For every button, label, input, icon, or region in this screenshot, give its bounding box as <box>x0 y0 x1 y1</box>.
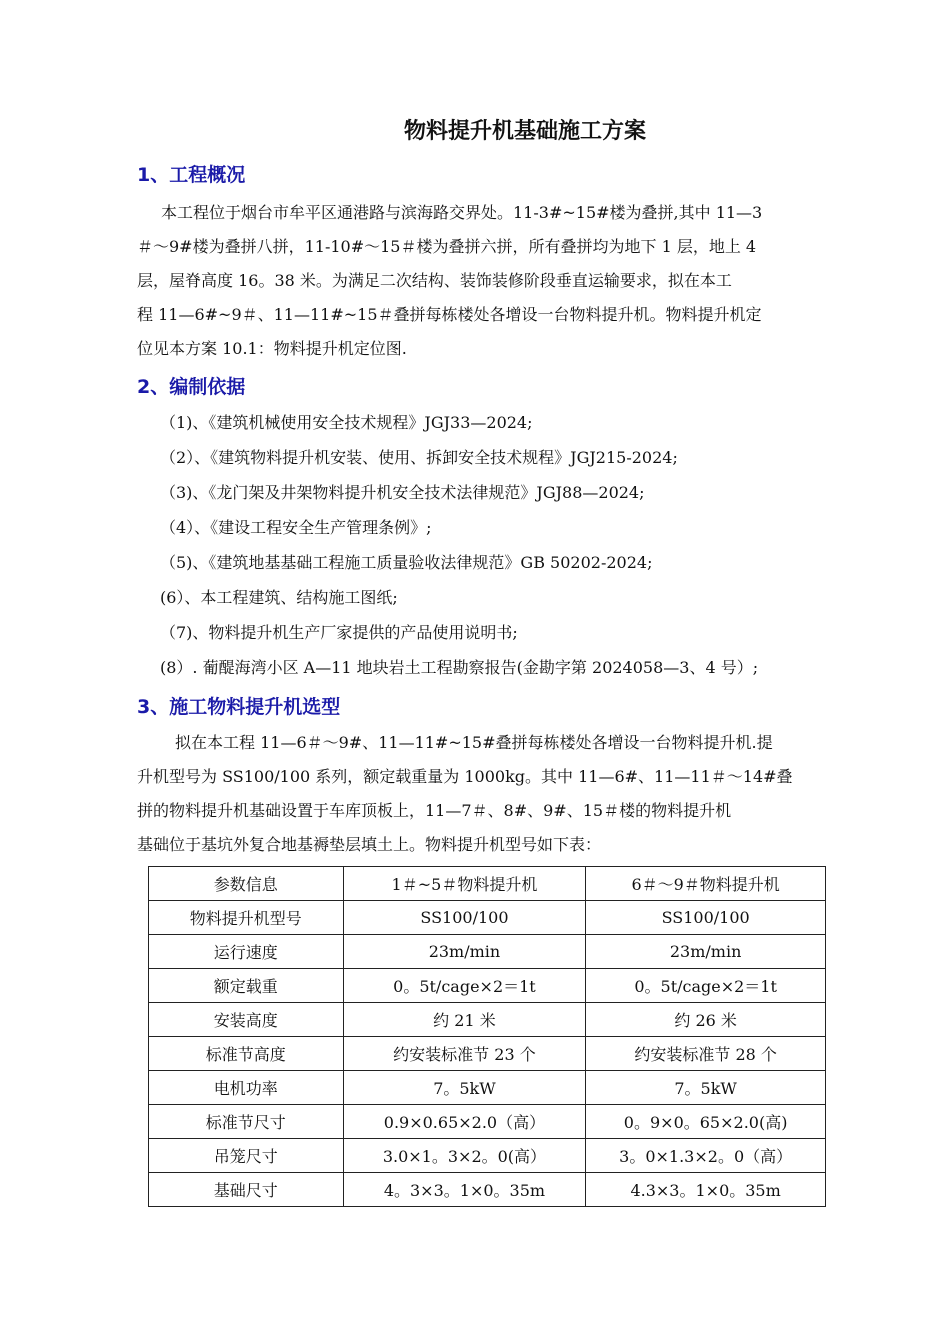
table-cell: 7。5kW <box>586 1071 826 1105</box>
table-cell: 7。5kW <box>343 1071 586 1105</box>
list-item: （3)、《龙门架及井架物料提升机安全技术法律规范》JGJ88—2024; <box>160 483 645 502</box>
paragraph-line: 拼的物料提升机基础设置于车库顶板上，11—7＃、8#、9#、15＃楼的物料提升机 <box>137 801 732 820</box>
table-cell: 约安装标准节 23 个 <box>343 1037 586 1071</box>
list-item: (6）、本工程建筑、结构施工图纸; <box>160 588 398 607</box>
list-item: (8）. 葡醍海湾小区 A—11 地块岩土工程勘察报告(金勘字第 2024058—3、4 号）; <box>160 658 759 677</box>
list-item: （4）、《建设工程安全生产管理条例》; <box>160 518 432 537</box>
table-cell: SS100/100 <box>586 901 826 935</box>
table-cell: 吊笼尺寸 <box>149 1139 344 1173</box>
table-row <box>149 1139 826 1173</box>
column-header: 1＃~5＃物料提升机 <box>343 867 586 901</box>
table-cell: 4。3×3。1×0。35m <box>343 1173 586 1207</box>
section-heading-overview: 1、工程概况 <box>137 164 246 186</box>
paragraph-line: 层，屋脊高度 16。38 米。为满足二次结构、装饰装修阶段垂直运输要求，拟在本工 <box>137 271 732 290</box>
paragraph-line: 位见本方案 10.1：物料提升机定位图. <box>137 339 407 358</box>
table-cell: 23m/min <box>586 935 826 969</box>
table-cell: 标准节尺寸 <box>149 1105 344 1139</box>
table-cell: 0。5t/cage×2＝1t <box>586 969 826 1003</box>
document-title: 物料提升机基础施工方案 <box>403 119 646 144</box>
table-cell: 约 26 米 <box>586 1003 826 1037</box>
table-cell: 约 21 米 <box>343 1003 586 1037</box>
paragraph-line: 程 11—6#~9＃、11—11#~15＃叠拼每栋楼处各增设一台物料提升机。物料提升机定 <box>137 305 762 324</box>
table-row <box>149 1003 826 1037</box>
table-cell: 3.0×1。3×2。0(高） <box>343 1139 586 1173</box>
table-row <box>149 1037 826 1071</box>
table-cell: 电机功率 <box>149 1071 344 1105</box>
table-row <box>149 969 826 1003</box>
column-header: 6＃～9＃物料提升机 <box>586 867 826 901</box>
table-row <box>149 901 826 935</box>
paragraph-line: 升机型号为 SS100/100 系列，额定载重量为 1000kg。其中 11—6#、11—11＃～14#叠 <box>137 767 793 786</box>
table-cell: 约安装标准节 28 个 <box>586 1037 826 1071</box>
paragraph-line: 拟在本工程 11—6＃～9#、11—11#~15#叠拼每栋楼处各增设一台物料提升机.提 <box>175 733 773 752</box>
table-row <box>149 935 826 969</box>
table-cell: 运行速度 <box>149 935 344 969</box>
table-cell: 23m/min <box>343 935 586 969</box>
table-cell: 基础尺寸 <box>149 1173 344 1207</box>
paragraph-line: 本工程位于烟台市牟平区通港路与滨海路交界处。11-3#~15#楼为叠拼,其中 11—3 <box>161 203 763 222</box>
table-header-row <box>149 867 826 901</box>
table-cell: 3。0×1.3×2。0（高） <box>586 1139 826 1173</box>
column-header: 参数信息 <box>149 867 344 901</box>
table-cell: 4.3×3。1×0。35m <box>586 1173 826 1207</box>
table-cell: 物料提升机型号 <box>149 901 344 935</box>
section-heading-selection: 3、施工物料提升机选型 <box>137 696 341 718</box>
list-item: （2）、《建筑物料提升机安装、使用、拆卸安全技术规程》JGJ215-2024; <box>160 448 678 467</box>
table-row <box>149 1173 826 1207</box>
table-cell: 0。5t/cage×2＝1t <box>343 969 586 1003</box>
paragraph-line: ＃～9#楼为叠拼八拼，11-10#～15＃楼为叠拼六拼，所有叠拼均为地下 1 层，地上 4 <box>137 237 757 256</box>
hoist-spec-table <box>148 866 826 1207</box>
table-cell: 安装高度 <box>149 1003 344 1037</box>
paragraph-line: 基础位于基坑外复合地基褥垫层填土上。物料提升机型号如下表： <box>137 835 602 854</box>
table-cell: 0.9×0.65×2.0（高） <box>343 1105 586 1139</box>
table-row <box>149 1071 826 1105</box>
table-cell: SS100/100 <box>343 901 586 935</box>
list-item: （1)、《建筑机械使用安全技术规程》JGJ33—2024; <box>160 413 533 432</box>
table-cell: 0。9×0。65×2.0(高) <box>586 1105 826 1139</box>
table-row <box>149 1105 826 1139</box>
basis-list <box>160 405 758 685</box>
section-heading-basis: 2、编制依据 <box>137 376 246 398</box>
list-item: （7)、物料提升机生产厂家提供的产品使用说明书; <box>160 623 518 642</box>
selection-paragraph <box>137 726 837 862</box>
table-cell: 标准节高度 <box>149 1037 344 1071</box>
overview-paragraph <box>137 196 837 366</box>
list-item: （5)、《建筑地基基础工程施工质量验收法律规范》GB 50202-2024; <box>160 553 653 572</box>
table-cell: 额定载重 <box>149 969 344 1003</box>
